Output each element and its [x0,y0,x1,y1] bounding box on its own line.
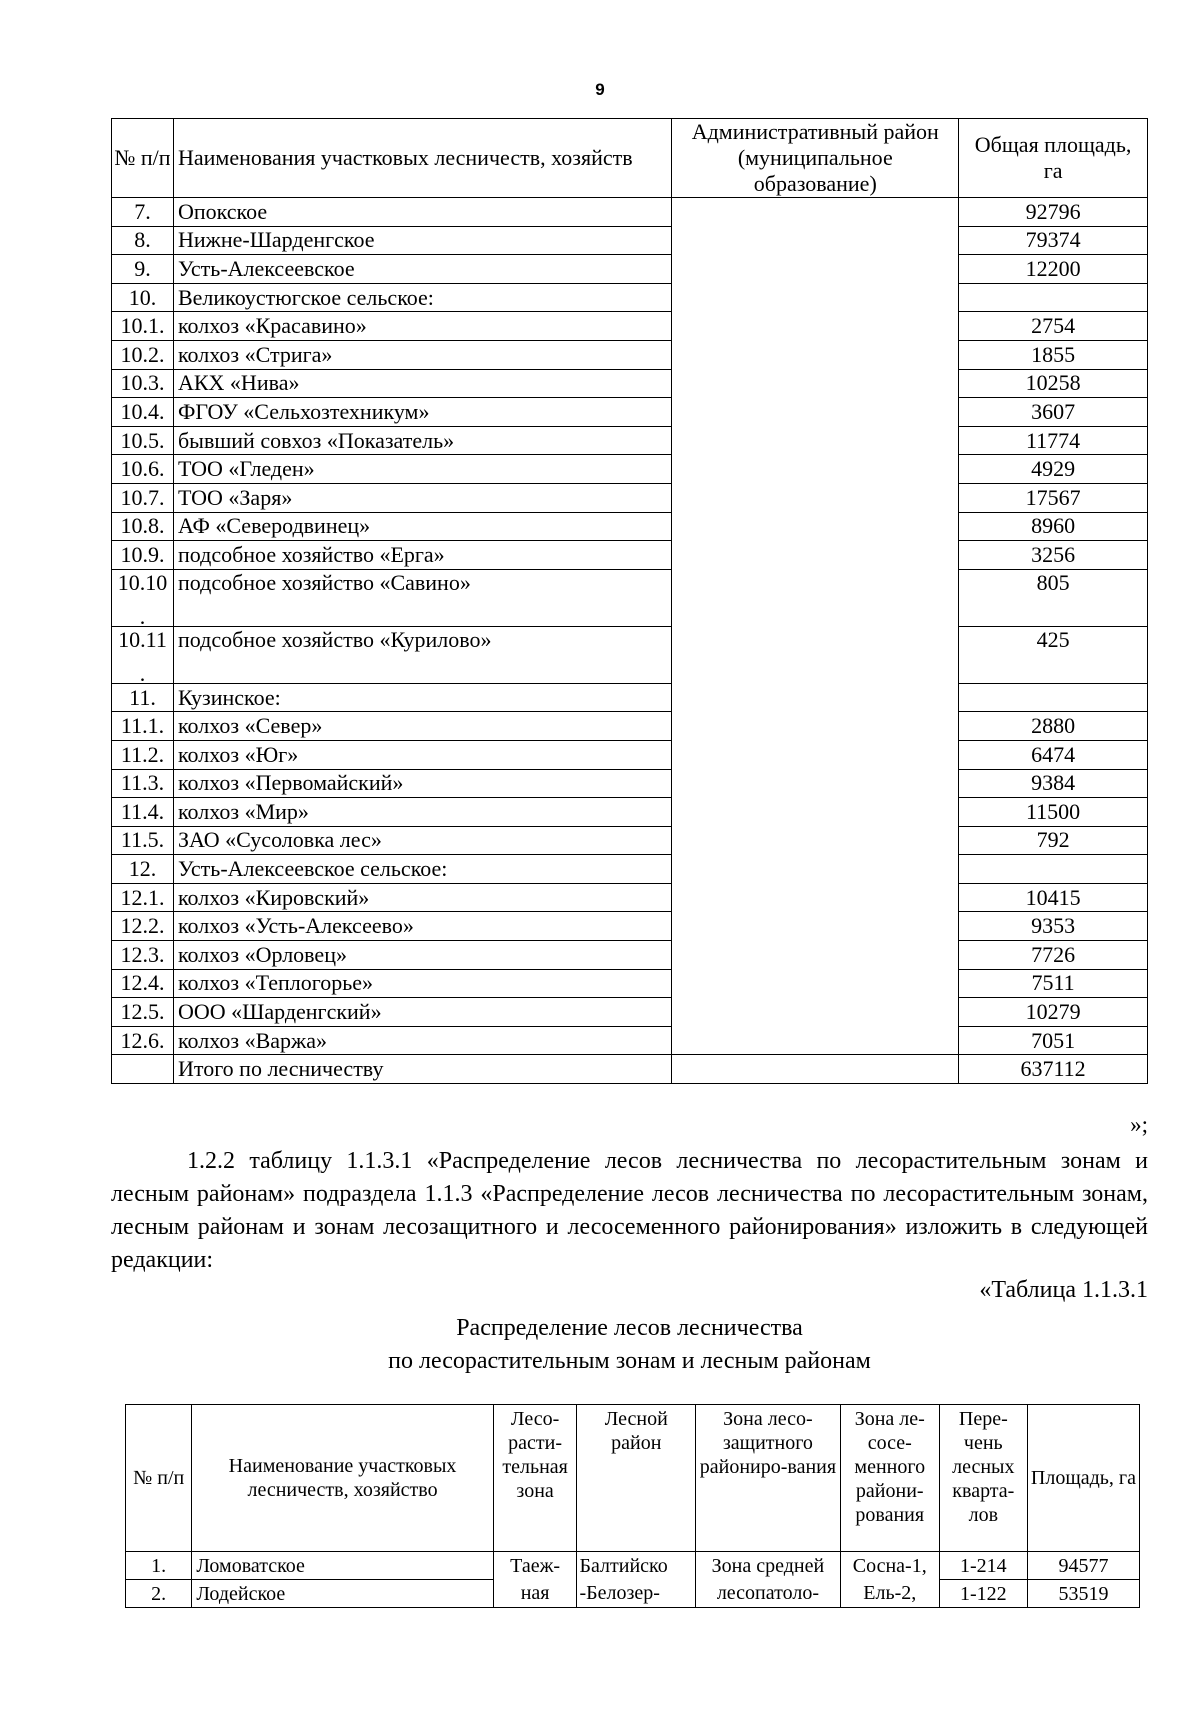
row-area: 1855 [959,340,1148,369]
row-area [959,855,1148,884]
row-area: 79374 [959,226,1148,255]
row-num [112,398,174,427]
row-num [112,541,174,570]
row-num [112,883,174,912]
row-num [112,455,174,484]
table-row [112,541,1148,570]
table-title-line-1: Распределение лесов лесничества [456,1315,803,1341]
table-row [112,398,1148,427]
row-num [112,683,174,712]
row-name: ТОО «Заря» [173,483,671,512]
header-num: № п/п [112,119,174,198]
row-num-text: 10.7. [120,484,165,510]
closing-quote: »; [1130,1112,1148,1137]
row-name: ФГОУ «Сельхозтехникум» [173,398,671,427]
row-name: колхоз «Север» [173,712,671,741]
table-row [112,998,1148,1027]
row-num-text: 7. [134,198,151,224]
table-header-row [126,1405,1140,1552]
row-seed-zone: Ель-2, [840,1580,939,1608]
row-num-text: 11. [129,684,156,710]
row-num [112,712,174,741]
header-area: Площадь, га [1027,1405,1139,1552]
row-num [112,483,174,512]
row-area: 53519 [1027,1580,1139,1608]
table-row [112,626,1148,683]
header-name: Наименование участковых лесничеств, хозяйство [192,1405,493,1552]
row-num [112,255,174,284]
table-row [112,740,1148,769]
row-area: 792 [959,826,1148,855]
row-area: 9353 [959,912,1148,941]
row-num [112,969,174,998]
row-forest-district: Балтийско [577,1552,696,1580]
total-label: Итого по лесничеству [173,1055,671,1084]
row-num-text: 12. [128,856,157,882]
row-num [112,426,174,455]
row-name: подсобное хозяйство «Курилово» [173,626,671,683]
table-row [112,312,1148,341]
row-name: колхоз «Стрига» [173,340,671,369]
header-forest-district: Лесной район [577,1405,696,1552]
row-name: ООО «Шарденгский» [173,998,671,1027]
table-row [112,455,1148,484]
table-row [112,1026,1148,1055]
table-row [112,712,1148,741]
row-num-text: 10.9. [120,541,165,567]
row-num-text: 11.4. [120,798,165,824]
header-quarters: Пере-чень лесных кварта-лов [939,1405,1027,1552]
row-name: Опокское [173,198,671,227]
row-vegetation-zone: Таеж- [493,1552,577,1580]
header-seed-zone: Зона ле-сосе-менного райони-рования [840,1405,939,1552]
row-area: 11500 [959,798,1148,827]
row-name: колхоз «Юг» [173,740,671,769]
row-num-text: 11.2. [120,741,165,767]
row-num-text: 10.6. [120,456,165,482]
row-area: 3256 [959,541,1148,570]
table-row [112,798,1148,827]
row-name: Усть-Алексеевское сельское: [173,855,671,884]
table-row [112,855,1148,884]
header-name: Наименования участковых лесничеств, хозяйств [173,119,671,198]
table-row [112,255,1148,284]
row-num [112,512,174,541]
page-number: 9 [595,80,605,99]
row-area: 10415 [959,883,1148,912]
header-vegetation-zone: Лесо-расти-тельная зона [493,1405,577,1552]
row-area: 11774 [959,426,1148,455]
row-area: 7511 [959,969,1148,998]
amendment-paragraph: 1.2.2 таблицу 1.1.3.1 «Распределение лесов лесничества по лесорастительным зонам и лесным районам» подраздела 1.1.3 «Распределение лесов лесничества по лесорастительным зонам, лесным районам и зонам лесозащитного и лесосеменного районирования» изложить в следующей редакции: [111,1148,1148,1273]
row-area [959,283,1148,312]
row-num-text: 12.2. [120,913,165,939]
row-num-text: 10.4. [120,398,165,424]
row-num-text: 11.1. [120,713,165,739]
row-seed-zone: Сосна-1, [840,1552,939,1580]
row-num-text: 8. [134,227,151,253]
table-row [112,941,1148,970]
row-name: АКХ «Нива» [173,369,671,398]
total-area: 637112 [959,1055,1148,1084]
table-row [112,826,1148,855]
row-area: 805 [959,569,1148,626]
table-row [112,512,1148,541]
row-num-text: 10.8. [120,513,165,539]
row-area: 7726 [959,941,1148,970]
row-num-text: 12.5. [120,999,165,1025]
row-name: колхоз «Красавино» [173,312,671,341]
table-row [112,969,1148,998]
row-num [112,740,174,769]
row-num-text: 12.4. [120,970,165,996]
row-name: подсобное хозяйство «Савино» [173,569,671,626]
table-row [112,198,1148,227]
row-name: Усть-Алексеевское [173,255,671,284]
row-num [112,226,174,255]
row-num-text: 11.5. [120,827,165,853]
table-row [126,1552,1140,1580]
row-num [112,998,174,1027]
table-title-line-2: по лесорастительным зонам и лесным районам [388,1348,871,1374]
row-area: 9384 [959,769,1148,798]
row-area: 4929 [959,455,1148,484]
total-num [112,1055,174,1084]
table-row [112,340,1148,369]
table-row [112,769,1148,798]
header-total-area: Общая площадь, га [959,119,1148,198]
row-num [112,369,174,398]
row-area: 7051 [959,1026,1148,1055]
table-row [112,569,1148,626]
row-name: колхоз «Мир» [173,798,671,827]
row-protection-zone: лесопатоло- [696,1580,841,1608]
table-row [112,483,1148,512]
row-num [112,769,174,798]
forestry-areas-table [111,118,1148,1084]
row-area: 17567 [959,483,1148,512]
row-num-text: 9. [134,255,151,281]
row-name: подсобное хозяйство «Ерга» [173,541,671,570]
row-area: 6474 [959,740,1148,769]
table-row [112,226,1148,255]
table-row [112,426,1148,455]
row-area: 425 [959,626,1148,683]
row-name: колхоз «Кировский» [173,883,671,912]
total-row [112,1055,1148,1084]
table-header-row [112,119,1148,198]
header-admin-district: Административный район (муниципальное образование) [672,119,959,198]
row-num-text: 12.1. [120,884,165,910]
row-num [112,912,174,941]
row-num [112,941,174,970]
row-num [112,569,174,629]
row-num [112,1026,174,1055]
table-row [112,912,1148,941]
row-num [112,826,174,855]
row-area: 12200 [959,255,1148,284]
table-row [112,369,1148,398]
row-num-text: 10.5. [120,427,165,453]
table-row [126,1580,1140,1608]
row-num [112,626,174,686]
row-num-text: 10.3. [120,370,165,396]
row-name: колхоз «Орловец» [173,941,671,970]
row-area: 2754 [959,312,1148,341]
row-forest-district: -Белозер- [577,1580,696,1608]
row-num [112,798,174,827]
row-num [112,312,174,341]
row-num-suffix: . [139,660,146,686]
header-num: № п/п [126,1405,192,1552]
row-num-text: 10.2. [120,341,165,367]
row-num-text: 12.3. [120,941,165,967]
header-protection-zone: Зона лесо-защитного райониро-вания [696,1405,841,1552]
row-num-text: 10.10 [117,569,168,595]
row-num-suffix: . [139,603,146,629]
row-num [112,855,174,884]
total-admin [672,1055,959,1084]
row-quarters: 1-214 [939,1552,1027,1580]
row-name: Великоустюгское сельское: [173,283,671,312]
row-area: 94577 [1027,1552,1139,1580]
row-quarters: 1-122 [939,1580,1027,1608]
row-name: ЗАО «Сусоловка лес» [173,826,671,855]
row-area: 92796 [959,198,1148,227]
table-caption: «Таблица 1.1.3.1 [979,1277,1148,1303]
row-area [959,683,1148,712]
row-num: 1. [126,1552,192,1580]
row-num: 2. [126,1580,192,1608]
row-vegetation-zone: ная [493,1580,577,1608]
row-num [112,198,174,227]
row-num [112,283,174,312]
row-name: Лодейское [192,1580,493,1608]
row-area: 8960 [959,512,1148,541]
row-area: 3607 [959,398,1148,427]
row-name: бывший совхоз «Показатель» [173,426,671,455]
row-num-text: 10. [128,284,157,310]
row-num-text: 11.3. [120,770,165,796]
row-name: ТОО «Гледен» [173,455,671,484]
row-num-text: 10.1. [120,313,165,339]
row-name: колхоз «Теплогорье» [173,969,671,998]
table-row [112,283,1148,312]
table-row [112,883,1148,912]
table-title [111,1312,1148,1378]
row-name: колхоз «Варжа» [173,1026,671,1055]
row-protection-zone: Зона средней [696,1552,841,1580]
row-area: 2880 [959,712,1148,741]
row-name: АФ «Северодвинец» [173,512,671,541]
row-name: Ломоватское [192,1552,493,1580]
row-area: 10258 [959,369,1148,398]
row-num [112,340,174,369]
row-num-text: 10.11 [118,626,167,652]
table-row [112,683,1148,712]
row-name: колхоз «Усть-Алексеево» [173,912,671,941]
forest-zones-table [125,1404,1140,1608]
row-name: Нижне-Шарденгское [173,226,671,255]
admin-district-cell [672,198,959,1055]
row-num-text: 12.6. [120,1027,165,1053]
row-name: Кузинское: [173,683,671,712]
row-name: колхоз «Первомайский» [173,769,671,798]
row-area: 10279 [959,998,1148,1027]
